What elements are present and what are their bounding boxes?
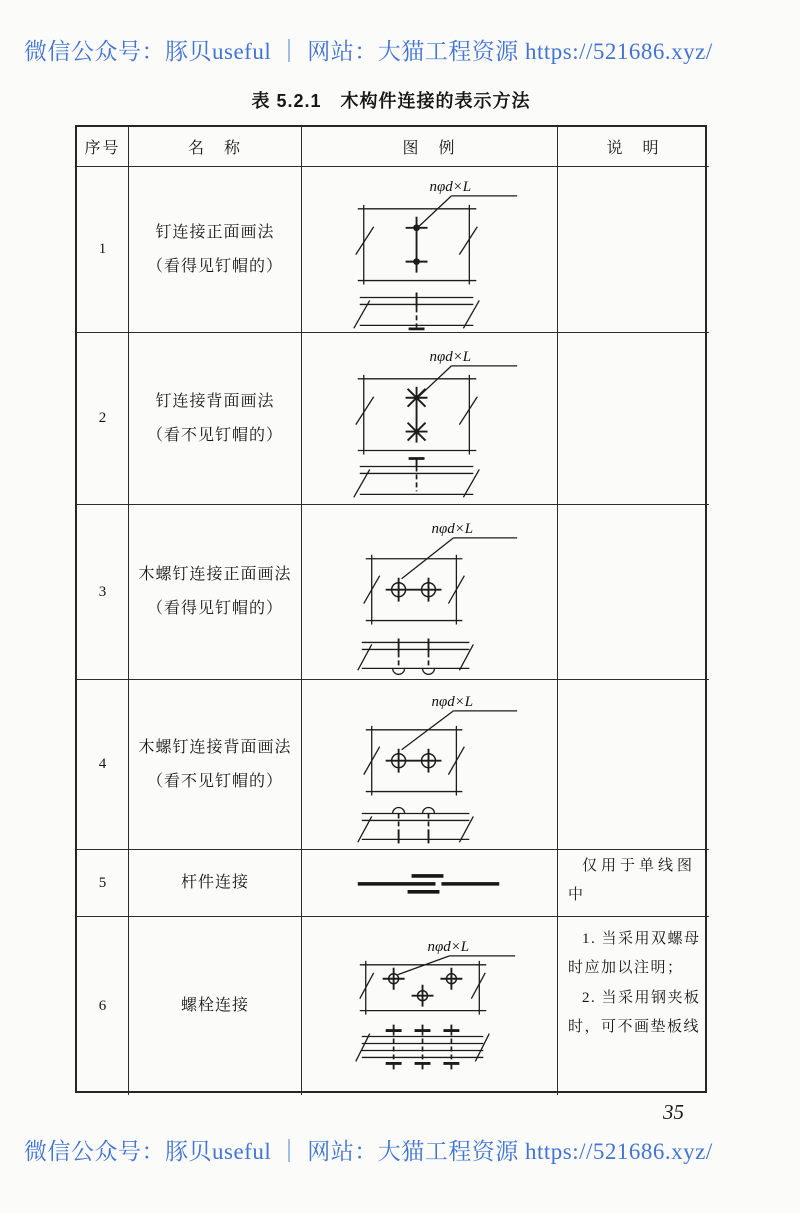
row1-legend [302,167,558,333]
row1-name-line1: 钉连接正面画法 [155,223,275,241]
row1-note [558,167,709,333]
row3-legend [302,505,558,680]
row6-note [558,917,709,1095]
row6-serial: 6 [77,917,129,1095]
row2-name [129,333,302,505]
row1-name [129,167,302,333]
row4-serial: 4 [77,680,129,850]
row5-note-text: 仅用于单线图中 [568,857,697,903]
header-serial: 序号 [77,127,129,167]
header-legend: 图 例 [302,127,558,167]
legend-label: nφd×L [431,520,474,537]
row2-serial: 2 [77,333,129,505]
watermark-footer: 微信公众号：豚贝useful ｜ 网站：大猫工程资源 https://521686.xyz/ [24,1139,713,1164]
diagram-member-connection [302,850,557,917]
row6-name [129,917,302,1095]
legend-label: nφd×L [429,348,472,365]
diagram-nail-back-view [302,333,557,504]
row5-serial: 5 [77,850,129,917]
row3-serial: 3 [77,505,129,680]
page-number: 35 [663,1100,684,1124]
row6-note-item2: 2. 当采用钢夹板时，可不画垫板线 [568,989,701,1035]
row5-note [558,850,709,917]
watermark-header: 微信公众号：豚贝useful ｜ 网站：大猫工程资源 https://521686.xyz/ [24,39,713,64]
row3-name-line2: （看得见钉帽的） [146,600,283,617]
header-name: 名 称 [129,127,302,167]
row4-name [129,680,302,850]
row5-legend [302,850,558,917]
diagram-screw-back-view [302,680,557,849]
row3-note [558,505,709,680]
row2-name-line2: （看不见钉帽的） [146,426,283,444]
row1-serial: 1 [77,167,129,333]
row6-name-line1: 螺栓连接 [180,997,249,1015]
row5-name-line1: 杆件连接 [180,874,249,892]
diagram-bolt-connection [302,917,557,1094]
diagram-nail-front-view [302,167,557,332]
diagram-screw-front-view [302,505,557,679]
row5-name [129,850,302,917]
row2-legend [302,333,558,505]
row4-legend [302,680,558,850]
row2-name-line1: 钉连接背面画法 [155,392,275,410]
legend-label: nφd×L [431,693,474,710]
table-title: 表 5.2.1 木构件连接的表示方法 [251,91,531,111]
row3-name [129,505,302,680]
connection-methods-table [75,125,707,1093]
row1-name-line2: （看得见钉帽的） [146,257,283,275]
row6-note-item1: 1. 当采用双螺母时应加以注明； [568,931,701,977]
row4-name-line1: 木螺钉连接背面画法 [138,738,292,756]
legend-label: nφd×L [427,938,470,955]
legend-label: nφd×L [429,178,472,195]
header-note: 说 明 [558,127,709,167]
row6-legend [302,917,558,1095]
row2-note [558,333,709,505]
row3-name-line1: 木螺钉连接正面画法 [138,566,292,584]
row4-note [558,680,709,850]
row4-name-line2: （看不见钉帽的） [146,772,283,790]
